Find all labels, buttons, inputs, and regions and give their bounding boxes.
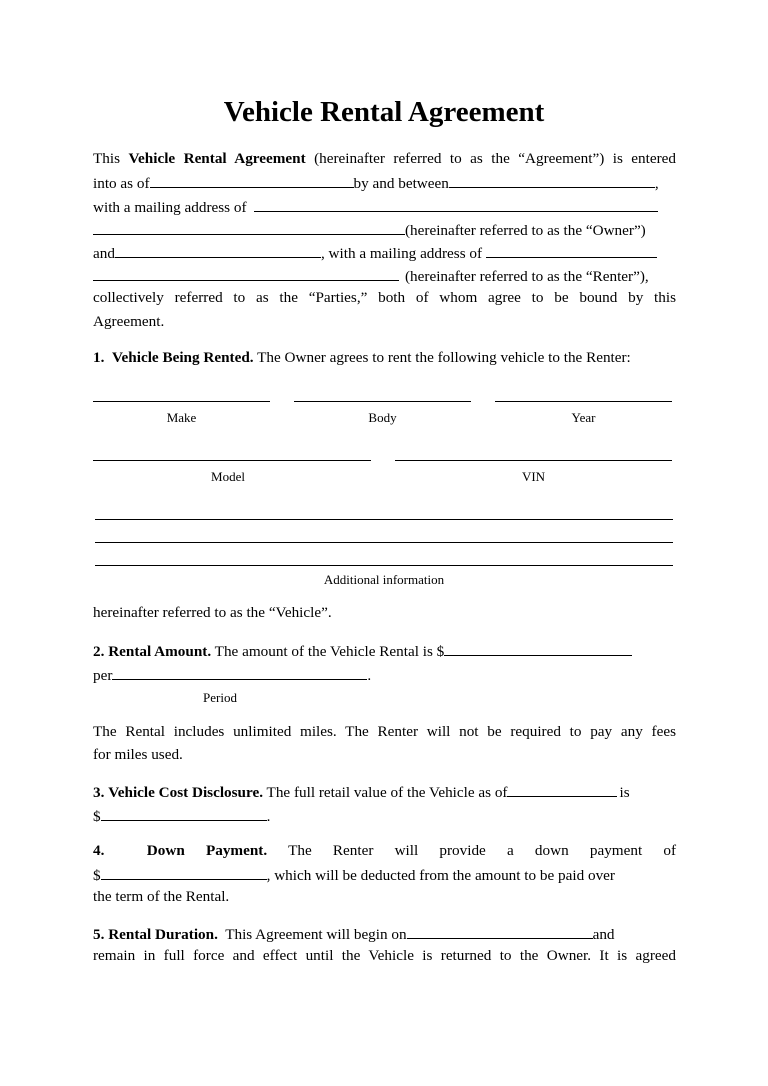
section-text: The Renter will provide a down payment of bbox=[288, 842, 677, 859]
section-number: 2. bbox=[93, 643, 105, 660]
make-field[interactable] bbox=[93, 401, 270, 402]
intro-line-7: collectively referred to as the “Parties,” both of whom agree to be bound by this bbox=[93, 289, 676, 306]
section-heading: Vehicle Cost Disclosure. bbox=[108, 784, 264, 801]
intro-text: , bbox=[654, 175, 659, 192]
intro-line-1 bbox=[93, 149, 676, 169]
intro-line-8: Agreement. bbox=[93, 313, 165, 330]
down-payment-line bbox=[93, 864, 676, 886]
retail-value-line bbox=[93, 805, 676, 827]
period-field[interactable] bbox=[112, 664, 367, 680]
model-caption: Model bbox=[211, 469, 245, 484]
punctuation: . bbox=[367, 667, 372, 684]
intro-text: , with a mailing address of bbox=[320, 245, 483, 262]
section-number: 3. bbox=[93, 784, 105, 801]
renter-address-field-2[interactable] bbox=[93, 265, 399, 281]
body-field[interactable] bbox=[294, 401, 471, 402]
per-period-line bbox=[93, 664, 676, 686]
section-text: The full retail value of the Vehicle as of bbox=[266, 784, 508, 801]
section-text: This Agreement will begin on bbox=[225, 926, 407, 943]
per-label: per bbox=[93, 667, 113, 684]
intro-line-3 bbox=[93, 196, 676, 218]
period-caption: Period bbox=[203, 690, 237, 705]
vehicle-definition: hereinafter referred to as the “Vehicle”. bbox=[93, 604, 332, 621]
section-5-heading-line bbox=[93, 923, 676, 945]
section-heading: Vehicle Being Rented. bbox=[111, 349, 254, 366]
section-1-heading-line bbox=[93, 348, 676, 368]
punctuation: . bbox=[266, 808, 271, 825]
retail-value-field[interactable] bbox=[101, 805, 267, 821]
rental-amount-field[interactable] bbox=[444, 640, 632, 656]
intro-line-5 bbox=[93, 242, 676, 264]
model-field[interactable] bbox=[93, 460, 371, 461]
make-caption: Make bbox=[166, 410, 197, 425]
intro-text: This bbox=[93, 150, 129, 167]
section-text: and bbox=[592, 926, 615, 943]
retail-value-date-field[interactable] bbox=[507, 781, 617, 797]
intro-line-2 bbox=[93, 172, 676, 194]
renter-name-field[interactable] bbox=[115, 242, 321, 258]
intro-line-6 bbox=[93, 265, 676, 287]
body-caption: Body bbox=[368, 410, 397, 425]
date-field[interactable] bbox=[150, 172, 354, 188]
intro-text: (hereinafter referred to as the “Renter”), bbox=[405, 268, 649, 285]
owner-address-field-2[interactable] bbox=[93, 219, 405, 235]
mileage-line-2: for miles used. bbox=[93, 746, 183, 763]
intro-text: into as of bbox=[93, 175, 150, 192]
section-2-heading-line bbox=[93, 640, 676, 662]
year-caption: Year bbox=[571, 410, 596, 425]
intro-text: (hereinafter referred to as the “Agreement”) is entered bbox=[305, 150, 676, 167]
year-field[interactable] bbox=[495, 401, 672, 402]
section-text: , which will be deducted from the amount to be paid over bbox=[266, 867, 615, 884]
vin-field[interactable] bbox=[395, 460, 672, 461]
intro-text: with a mailing address of bbox=[93, 199, 247, 216]
owner-address-field[interactable] bbox=[254, 196, 658, 212]
section-number: 4. bbox=[93, 842, 105, 859]
section-number: 1. bbox=[93, 349, 105, 366]
additional-info-caption: Additional information bbox=[323, 572, 445, 587]
section-text: is bbox=[619, 784, 630, 801]
section-text: The amount of the Vehicle Rental is $ bbox=[214, 643, 445, 660]
intro-text: and bbox=[93, 245, 115, 262]
dollar-sign: $ bbox=[93, 867, 101, 884]
renter-address-field[interactable] bbox=[486, 242, 657, 258]
section-text: The Owner agrees to rent the following vehicle to the Renter: bbox=[257, 349, 631, 366]
start-date-field[interactable] bbox=[407, 923, 593, 939]
intro-text: by and between bbox=[353, 175, 449, 192]
additional-info-field-1[interactable] bbox=[95, 519, 673, 520]
section-3-heading-line bbox=[93, 781, 676, 803]
vin-caption: VIN bbox=[521, 469, 546, 484]
additional-info-field-3[interactable] bbox=[95, 565, 673, 566]
intro-line-4 bbox=[93, 219, 676, 241]
document-title: Vehicle Rental Agreement bbox=[223, 96, 545, 128]
owner-name-field[interactable] bbox=[449, 172, 655, 188]
dollar-sign: $ bbox=[93, 808, 101, 825]
down-payment-line-3: the term of the Rental. bbox=[93, 888, 230, 905]
section-number: 5. bbox=[93, 926, 105, 943]
section-heading: Down Payment. bbox=[146, 842, 268, 859]
additional-info-field-2[interactable] bbox=[95, 542, 673, 543]
intro-text: (hereinafter referred to as the “Owner”) bbox=[405, 222, 646, 239]
mileage-line-1: The Rental includes unlimited miles. The Renter will not be required to pay any fees bbox=[93, 723, 676, 740]
rental-duration-line-2: remain in full force and effect until the Vehicle is returned to the Owner. It is agreed bbox=[93, 947, 676, 964]
agreement-name: Vehicle Rental Agreement bbox=[128, 150, 306, 167]
section-4-heading-line bbox=[93, 841, 676, 861]
down-payment-field[interactable] bbox=[101, 864, 267, 880]
section-heading: Rental Amount. bbox=[108, 643, 212, 660]
section-heading: Rental Duration. bbox=[108, 926, 218, 943]
